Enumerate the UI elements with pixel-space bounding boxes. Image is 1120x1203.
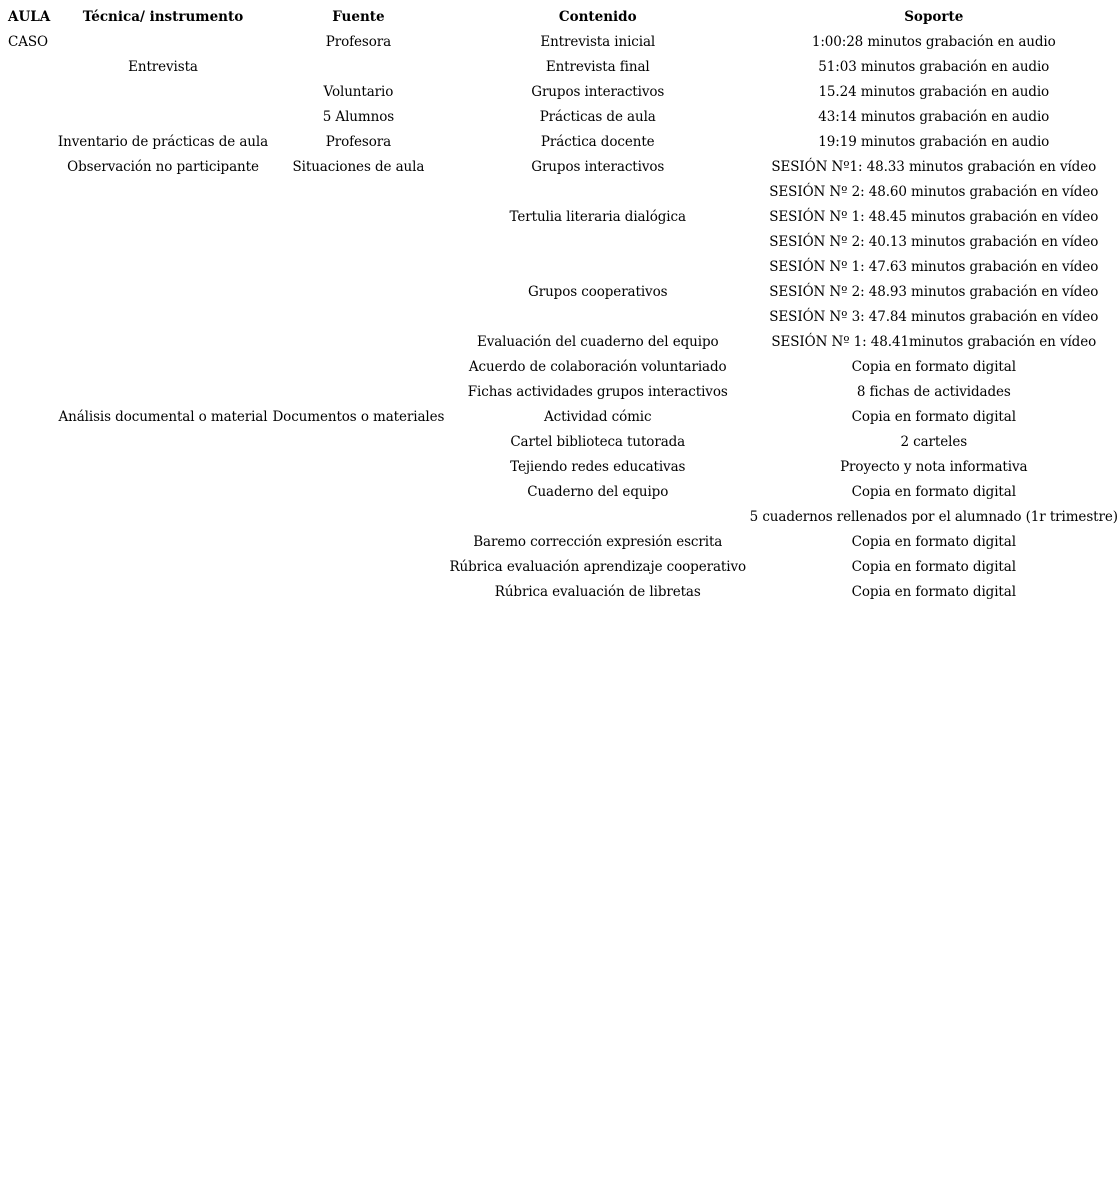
cell-contenido: Práctica docente bbox=[540, 133, 655, 150]
cell-tecnica: Observación no participante bbox=[67, 158, 259, 175]
cell-tecnica bbox=[57, 354, 269, 379]
cell-fuente: Situaciones de aula bbox=[292, 158, 425, 175]
cell-contenido: Evaluación del cuaderno del equipo bbox=[476, 333, 719, 350]
cell-contenido: Cartel biblioteca tutorada bbox=[510, 433, 686, 450]
cell-contenido: Tejiendo redes educativas bbox=[510, 458, 686, 475]
cell-tecnica bbox=[57, 454, 269, 479]
header-aula: AULA bbox=[8, 8, 51, 25]
table-row bbox=[3, 404, 1120, 429]
cell-fuente bbox=[269, 579, 448, 604]
cell-tecnica bbox=[57, 104, 269, 129]
table-row bbox=[3, 554, 1120, 579]
cell-contenido: Rúbrica evaluación de libretas bbox=[494, 583, 701, 600]
cell-tecnica: Inventario de prácticas de aula bbox=[57, 133, 269, 150]
cell-fuente bbox=[269, 479, 448, 504]
cell-soporte: Copia en formato digital bbox=[851, 558, 1016, 575]
table-row bbox=[3, 379, 1120, 404]
table-body bbox=[3, 29, 1120, 604]
cell-contenido bbox=[448, 254, 748, 279]
cell-contenido: Prácticas de aula bbox=[539, 108, 656, 125]
cell-fuente bbox=[269, 304, 448, 329]
cell-fuente bbox=[269, 179, 448, 204]
cell-tecnica bbox=[57, 529, 269, 554]
cell-aula bbox=[3, 279, 57, 304]
cell-fuente bbox=[269, 254, 448, 279]
cell-soporte: 2 carteles bbox=[900, 433, 968, 450]
cell-fuente bbox=[269, 429, 448, 454]
cell-fuente: 5 Alumnos bbox=[322, 108, 395, 125]
cell-aula bbox=[3, 229, 57, 254]
table-row bbox=[3, 29, 1120, 54]
cell-fuente bbox=[269, 529, 448, 554]
table-row bbox=[3, 179, 1120, 204]
header-soporte: Soporte bbox=[904, 8, 964, 25]
cell-fuente bbox=[269, 354, 448, 379]
cell-fuente: Profesora bbox=[325, 133, 392, 150]
cell-fuente bbox=[269, 229, 448, 254]
cell-fuente: Documentos o materiales bbox=[272, 408, 445, 425]
table-row bbox=[3, 354, 1120, 379]
cell-tecnica: Entrevista bbox=[128, 58, 198, 75]
table-row bbox=[3, 479, 1120, 504]
cell-tecnica bbox=[57, 504, 269, 529]
cell-tecnica bbox=[57, 229, 269, 254]
cell-soporte: Proyecto y nota informativa bbox=[840, 458, 1028, 475]
table-row bbox=[3, 154, 1120, 179]
cell-contenido: Baremo corrección expresión escrita bbox=[473, 533, 723, 550]
cell-aula bbox=[3, 354, 57, 379]
cell-aula bbox=[3, 204, 57, 229]
cell-tecnica bbox=[57, 179, 269, 204]
cell-aula bbox=[3, 454, 57, 479]
cell-aula bbox=[3, 304, 57, 329]
cell-contenido bbox=[448, 304, 748, 329]
table-row bbox=[3, 229, 1120, 254]
cell-soporte: SESIÓN Nº 3: 47.84 minutos grabación en vídeo bbox=[769, 308, 1099, 325]
cell-soporte: SESIÓN Nº 2: 40.13 minutos grabación en vídeo bbox=[769, 233, 1099, 250]
cell-aula bbox=[3, 404, 57, 429]
cell-soporte: Copia en formato digital bbox=[851, 358, 1016, 375]
cell-fuente bbox=[269, 504, 448, 529]
cell-soporte: Copia en formato digital bbox=[851, 408, 1016, 425]
header-contenido: Contenido bbox=[558, 8, 637, 25]
cell-soporte: 19:19 minutos grabación en audio bbox=[818, 133, 1050, 150]
cell-soporte: Copia en formato digital bbox=[851, 483, 1016, 500]
cell-tecnica bbox=[57, 304, 269, 329]
cell-aula bbox=[3, 554, 57, 579]
cell-tecnica bbox=[57, 329, 269, 354]
cell-soporte: SESIÓN Nº 2: 48.93 minutos grabación en vídeo bbox=[769, 283, 1099, 300]
table-row bbox=[3, 454, 1120, 479]
table-row bbox=[3, 129, 1120, 154]
cell-aula bbox=[3, 254, 57, 279]
cell-fuente bbox=[269, 279, 448, 304]
cell-aula bbox=[3, 179, 57, 204]
cell-soporte: SESIÓN Nº 1: 47.63 minutos grabación en vídeo bbox=[769, 258, 1099, 275]
cell-fuente bbox=[269, 454, 448, 479]
cell-soporte: SESIÓN Nº1: 48.33 minutos grabación en vídeo bbox=[771, 158, 1097, 175]
cell-tecnica bbox=[57, 79, 269, 104]
cell-contenido bbox=[448, 504, 748, 529]
table-row bbox=[3, 204, 1120, 229]
cell-aula bbox=[3, 54, 57, 79]
cell-fuente bbox=[269, 379, 448, 404]
cell-fuente bbox=[269, 204, 448, 229]
cell-contenido: Grupos cooperativos bbox=[528, 283, 668, 300]
cell-aula bbox=[3, 79, 57, 104]
header-fuente: Fuente bbox=[332, 8, 385, 25]
cell-contenido: Fichas actividades grupos interactivos bbox=[467, 383, 728, 400]
table-row bbox=[3, 429, 1120, 454]
cell-contenido: Tertulia literaria dialógica bbox=[509, 208, 686, 225]
cell-fuente bbox=[269, 554, 448, 579]
cell-aula bbox=[3, 104, 57, 129]
data-collection-table bbox=[3, 4, 1120, 604]
cell-contenido: Acuerdo de colaboración voluntariado bbox=[468, 358, 727, 375]
table-row bbox=[3, 279, 1120, 304]
cell-contenido: Rúbrica evaluación aprendizaje cooperativo bbox=[449, 558, 747, 575]
cell-aula bbox=[3, 129, 57, 154]
cell-contenido: Cuaderno del equipo bbox=[527, 483, 669, 500]
cell-tecnica bbox=[57, 479, 269, 504]
cell-aula bbox=[3, 329, 57, 354]
cell-tecnica bbox=[57, 379, 269, 404]
cell-tecnica bbox=[57, 429, 269, 454]
table-row bbox=[3, 329, 1120, 354]
table-row bbox=[3, 254, 1120, 279]
cell-tecnica bbox=[57, 279, 269, 304]
cell-aula bbox=[3, 154, 57, 179]
cell-fuente bbox=[269, 54, 448, 79]
cell-tecnica bbox=[57, 579, 269, 604]
cell-soporte: 8 fichas de actividades bbox=[856, 383, 1011, 400]
cell-contenido: Entrevista final bbox=[545, 58, 650, 75]
cell-aula bbox=[3, 379, 57, 404]
cell-aula bbox=[3, 579, 57, 604]
table-row bbox=[3, 504, 1120, 529]
cell-soporte: 51:03 minutos grabación en audio bbox=[818, 58, 1050, 75]
cell-contenido: Grupos interactivos bbox=[531, 83, 665, 100]
cell-soporte: 15.24 minutos grabación en audio bbox=[818, 83, 1050, 100]
table-row bbox=[3, 54, 1120, 79]
cell-soporte: Copia en formato digital bbox=[851, 583, 1016, 600]
cell-contenido: Grupos interactivos bbox=[531, 158, 665, 175]
cell-soporte: SESIÓN Nº 1: 48.45 minutos grabación en vídeo bbox=[769, 208, 1099, 225]
table-row bbox=[3, 304, 1120, 329]
cell-tecnica: Análisis documental o material bbox=[58, 408, 268, 425]
cell-contenido bbox=[448, 229, 748, 254]
table-row bbox=[3, 104, 1120, 129]
cell-contenido bbox=[448, 179, 748, 204]
header-tecnica: Técnica/ instrumento bbox=[82, 8, 244, 25]
cell-contenido: Actividad cómic bbox=[543, 408, 652, 425]
table-row bbox=[3, 529, 1120, 554]
table-row bbox=[3, 79, 1120, 104]
cell-soporte: Copia en formato digital bbox=[851, 533, 1016, 550]
cell-tecnica bbox=[57, 254, 269, 279]
cell-tecnica bbox=[57, 204, 269, 229]
cell-aula bbox=[3, 504, 57, 529]
cell-soporte: 43:14 minutos grabación en audio bbox=[818, 108, 1050, 125]
cell-tecnica bbox=[57, 554, 269, 579]
cell-aula: CASO bbox=[8, 33, 48, 50]
cell-fuente bbox=[269, 329, 448, 354]
cell-soporte: SESIÓN Nº 2: 48.60 minutos grabación en vídeo bbox=[769, 183, 1099, 200]
cell-fuente: Profesora bbox=[325, 33, 392, 50]
header-row bbox=[3, 4, 1120, 29]
cell-aula bbox=[3, 429, 57, 454]
cell-soporte: SESIÓN Nº 1: 48.41minutos grabación en vídeo bbox=[771, 333, 1097, 350]
cell-soporte: 1:00:28 minutos grabación en audio bbox=[811, 33, 1056, 50]
cell-aula bbox=[3, 529, 57, 554]
cell-tecnica bbox=[57, 29, 269, 54]
cell-aula bbox=[3, 479, 57, 504]
cell-contenido: Entrevista inicial bbox=[540, 33, 656, 50]
cell-fuente: Voluntario bbox=[323, 83, 394, 100]
table-row bbox=[3, 579, 1120, 604]
cell-soporte: 5 cuadernos rellenados por el alumnado (1r trimestre) bbox=[749, 508, 1118, 525]
